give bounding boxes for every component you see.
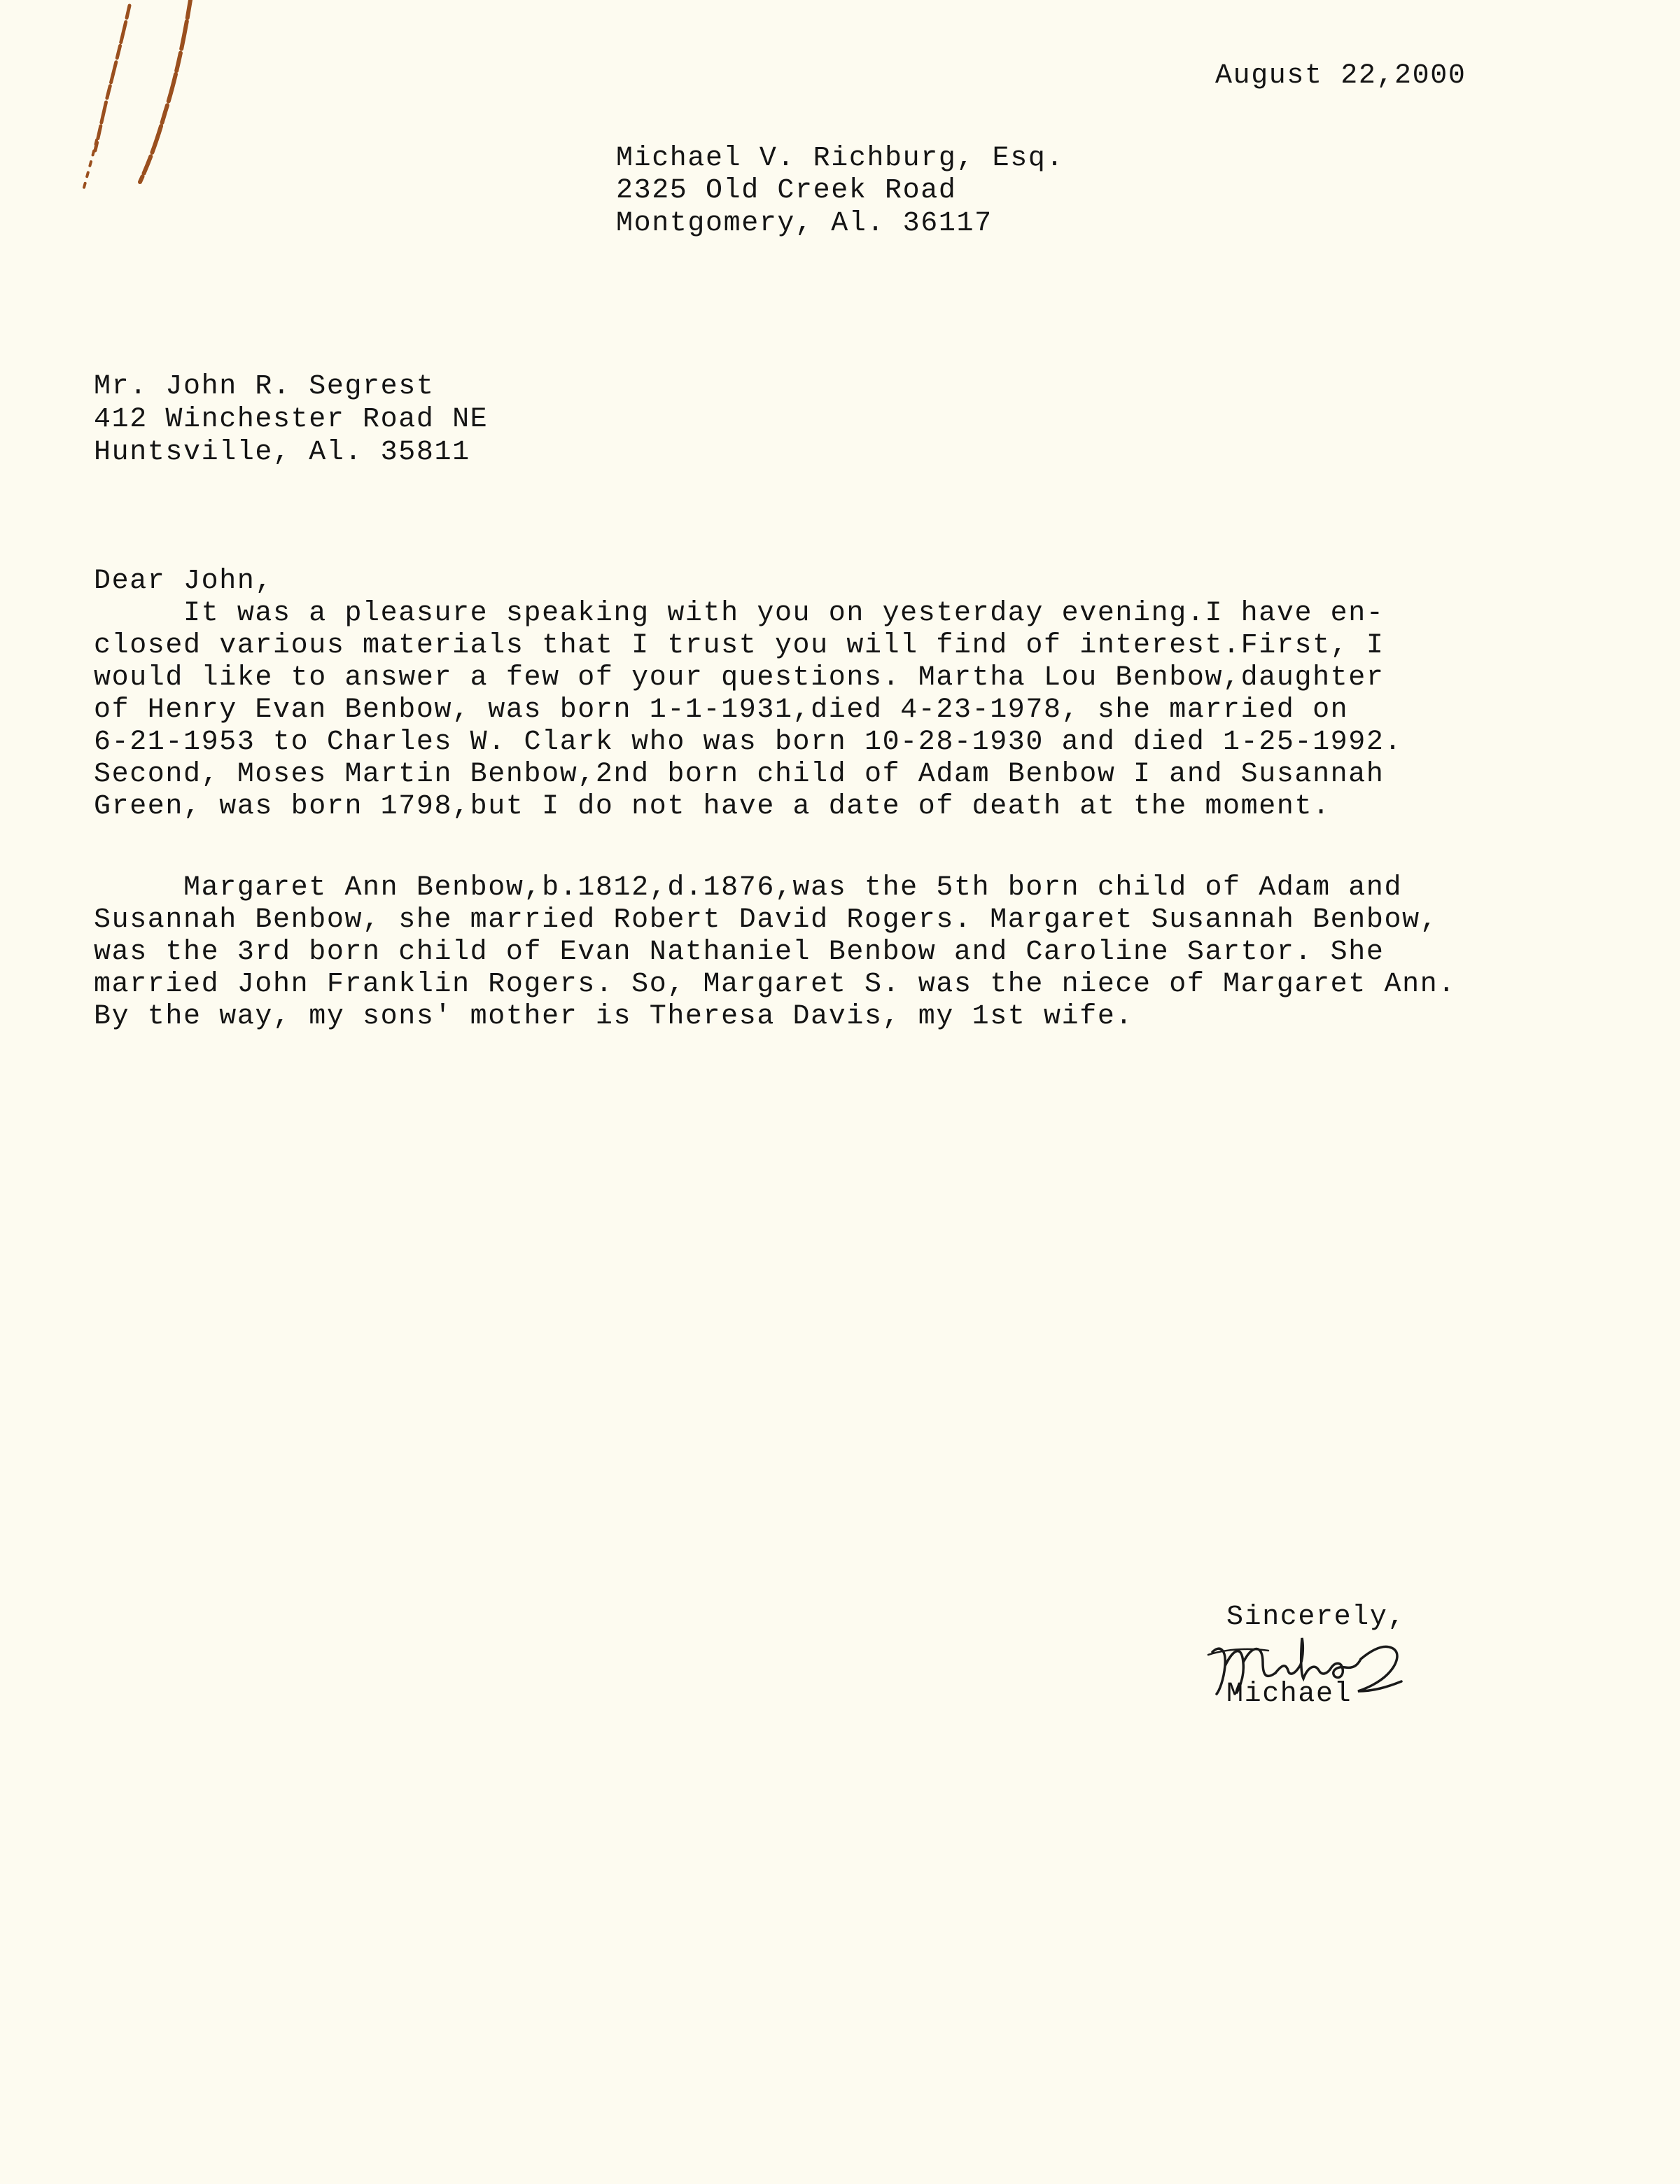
handwritten-marks: [28, 0, 210, 203]
recipient-city: Huntsville, Al. 35811: [94, 437, 470, 468]
body-line: of Henry Evan Benbow, was born 1-1-1931,died 4-23-1978, she married on: [94, 694, 1349, 726]
body-line: Susannah Benbow, she married Robert David Rogers. Margaret Susannah Benbow,: [94, 904, 1438, 936]
recipient-street: 412 Winchester Road NE: [94, 404, 489, 435]
body-line: was the 3rd born child of Evan Nathaniel Benbow and Caroline Sartor. She: [94, 937, 1385, 968]
body-line: closed various materials that I trust you will find of interest.First, I: [94, 630, 1385, 662]
letter-body-paragraph-1: [94, 566, 1402, 823]
body-line: would like to answer a few of your questions. Martha Lou Benbow,daughter: [94, 662, 1385, 694]
letter-body-paragraph-2: [94, 872, 1456, 1033]
body-line: 6-21-1953 to Charles W. Clark who was born 10-28-1930 and died 1-25-1992.: [94, 727, 1403, 758]
letter-date: August 22,2000: [1215, 60, 1466, 92]
body-line: married John Franklin Rogers. So, Margaret S. was the niece of Margaret Ann.: [94, 969, 1456, 1000]
sender-street: 2325 Old Creek Road: [616, 175, 957, 206]
recipient-name: Mr. John R. Segrest: [94, 371, 435, 402]
salutation: Dear John,: [94, 566, 274, 597]
body-line: Green, was born 1798,but I do not have a date of death at the moment.: [94, 791, 1331, 822]
body-line: By the way, my sons' mother is Theresa Davis, my 1st wife.: [94, 1001, 1134, 1032]
body-line: It was a pleasure speaking with you on yesterday evening.I have en-: [94, 598, 1385, 629]
closing: Sincerely,: [1226, 1602, 1406, 1633]
sender-city: Montgomery, Al. 36117: [616, 208, 993, 239]
body-line: Margaret Ann Benbow,b.1812,d.1876,was the 5th born child of Adam and: [94, 872, 1403, 904]
sender-name: Michael V. Richburg, Esq.: [616, 143, 1065, 174]
body-line: Second, Moses Martin Benbow,2nd born child of Adam Benbow I and Susannah: [94, 759, 1385, 790]
signer-name: Michael: [1226, 1679, 1352, 1710]
